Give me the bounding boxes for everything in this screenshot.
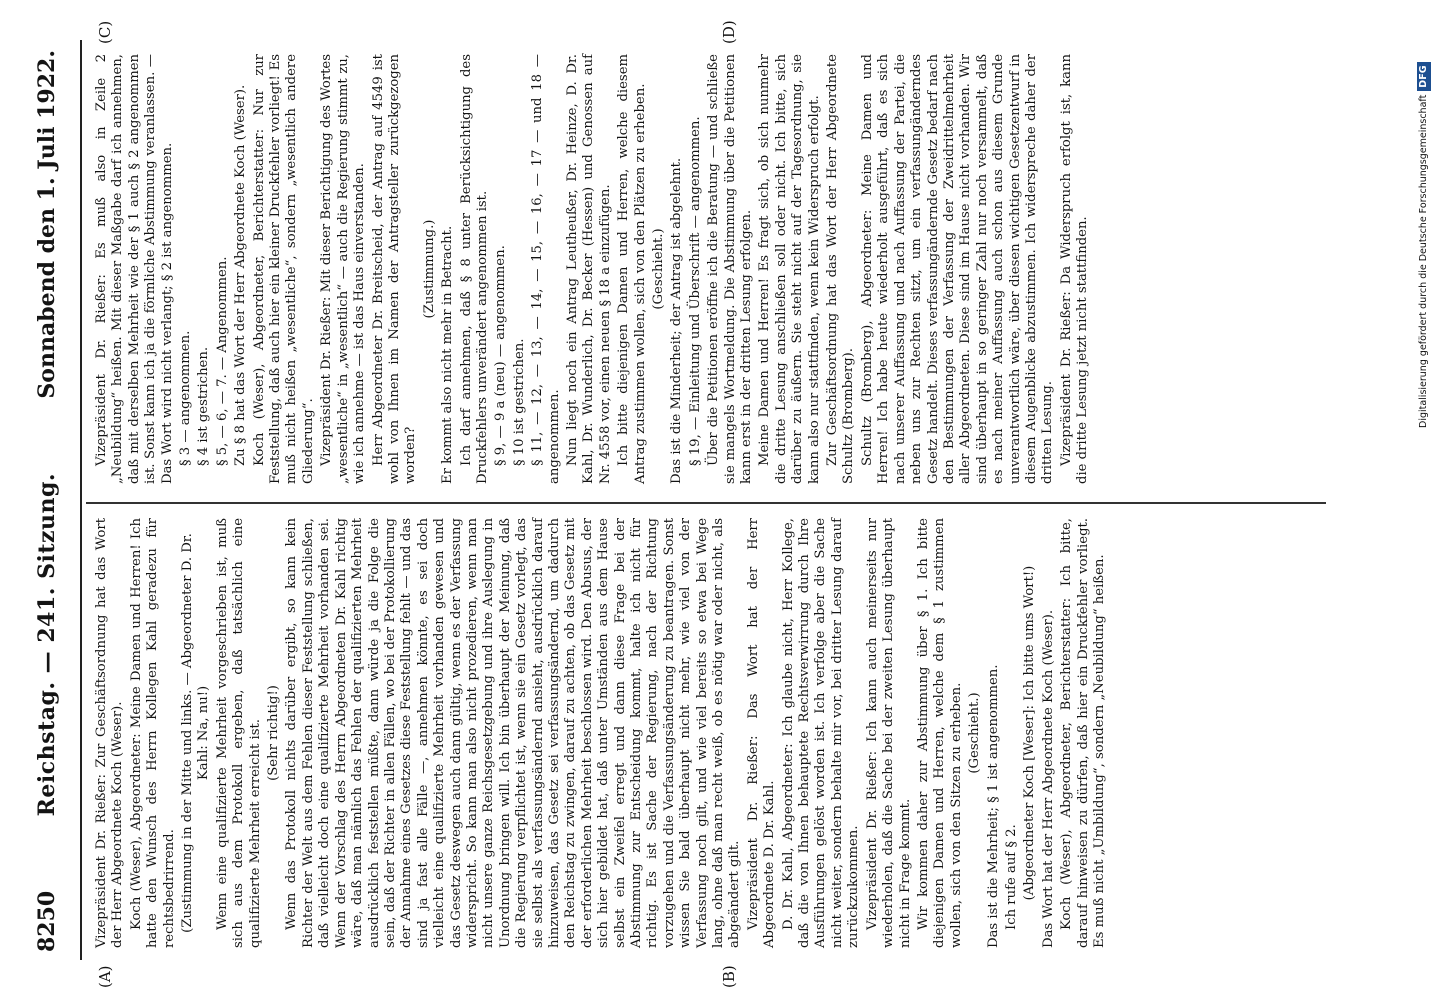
page-number: 8250 xyxy=(34,890,60,952)
paragraph: D. Dr. Kahl, Abgeordneter: Ich glaube nicht, Herr Kollege, daß die von Ihnen behauptete Rechtsverwirrung durch Ihre Ausführungen gelöst worden ist. Ich verfolge aber die Sache nicht weiter, sondern behalte mir vor, bei dritter Lesung darauf zurückzukommen. xyxy=(780,518,862,948)
paragraph: Zu § 8 hat das Wort der Herr Abgeordnete Koch (Weser). xyxy=(233,84,249,466)
paragraph: Koch (Weser), Abgeordneter: Meine Damen und Herren! Ich hatte den Wunsch des Herrn Kollegen Kahl geradezu für rechtsbedrirrend. xyxy=(128,518,177,948)
paragraph: (Zustimmung.) xyxy=(421,219,437,319)
paragraph: Wenn eine qualifizierte Mehrheit vorgeschrieben ist, muß sich aus dem Protokoll ergeben, daß tatsächlich eine qualifizierte Mehrheit erreicht ist. xyxy=(214,518,263,948)
paragraph: (Geschieht.) xyxy=(967,692,983,774)
dfg-badge: DFG xyxy=(1417,63,1431,91)
paragraph: (Geschieht.) xyxy=(651,228,666,310)
paragraph: Das ist die Mehrheit; § 1 ist angenommen. xyxy=(985,664,1001,948)
paragraph: § 11, — 12, — 13, — 14, — 15, — 16, — 17 — und 18 — angenommen. xyxy=(530,54,562,484)
paragraph: Wir kommen daher zur Abstimmung über § 1. Ich bitte diejenigen Damen und Herren, welche dem § 1 zustimmen wollen, sich von den Sitzen zu erheben. xyxy=(915,518,964,948)
paragraph: (Abgeordneter Koch [Weser]: Ich bitte ums Wort!) xyxy=(1022,565,1038,901)
paragraph: Nun liegt noch ein Antrag Leutheußer, Dr. Heinze, D. Dr. Kahl, Dr. Wunderlich, Dr. Becker (Hessen) und Genossen auf Nr. 4558 vor, einen neuen § 18 a einzufügen. xyxy=(564,54,613,484)
paragraph: Das ist die Minderheit; der Antrag ist abgelehnt. xyxy=(669,157,685,484)
paragraph: Vizepräsident Dr. Rießer: Ich kann auch meinerseits nur wiederholen, daß die Sache bei der zweiten Lesung überhaupt nicht in Frage kommt. xyxy=(864,518,913,948)
paragraph: (Zustimmung in der Mitte und links. — Abgeordneter D. Dr. Kahl: Na, nu!) xyxy=(180,533,212,933)
paragraph: § 9, — 9 a (neu) — angenommen. xyxy=(493,245,509,466)
paragraph: Vizepräsident Dr. Rießer: Zur Geschäftsordnung hat das Wort der Herr Abgeordnete Koch (Weser). xyxy=(94,518,126,948)
credit-text: Digitalisierung gefördert durch die Deutsche Forschungsgemeinschaft xyxy=(1418,94,1429,428)
right-column xyxy=(94,54,1094,484)
dfg-credit xyxy=(1417,8,1431,428)
margin-mark-d: (D) xyxy=(720,20,738,44)
margin-mark-a: (A) xyxy=(96,965,114,988)
paragraph: Koch (Weser), Abgeordneter, Berichterstatter: Nur zur Feststellung, daß auch hier ein kleiner Druckfehler vorliegt! Es muß nicht heißen „wesentliche“, sondern „wesentlich andere Gliederung“. xyxy=(251,54,316,484)
paragraph: (Sehr richtig!) xyxy=(266,685,282,781)
header-date: Sonnabend den 1. Juli 1922. xyxy=(34,50,60,399)
paragraph: Er kommt also nicht mehr in Betracht. xyxy=(440,225,456,484)
paragraph: Wenn das Protokoll nichts darüber ergibt, so kann kein Richter der Welt aus dem Fehlen dieser Feststellung schließen, daß vielleicht doch eine qualifizierte Mehrheit vorhanden sei. Wenn der Vorschlag des Herrn Abgeordneten Dr. Kahl richtig wäre, daß man nämlich das Fehlen der qualifizierten Mehrheit ausdrücklich feststellen müßte, dann würde ja die Folge die sein, daß der Richter in allen Fällen, wo bei der Protokollierung der Annahme eines Gesetzes diese Feststellung fehlt — und das sind ja fast alle Fälle —, annehmen könnte, es sei doch vielleicht eine qualifizierte Mehrheit vorhanden gewesen und das Gesetz deswegen auch dann gültig, wenn es der Verfassung widerspricht. So kann man also nicht prozedieren, wenn man nicht unsere ganze Reichsgesetzgebung und ihre Auslegung in Unordnung bringen will. Ich bin überhaupt der Meinung, daß die Regierung verpflichtet ist, wenn sie ein Gesetz vorlegt, das sie selbst als verfassungsändernd ansieht, ausdrücklich darauf hinzuweisen, das Gesetz sei verfassungsändernd, um dadurch den Reichstag zu zwingen, darauf zu achten, ob das Gesetz mit der erforderlichen Mehrheit beschlossen wird. Den Abusus, der sich hier gebildet hat, daß unter Umständen aus dem Hause selbst ein Zweifel erregt und dann diese Frage bei der Abstimmung zur Entscheidung kommt, halte ich nicht für richtig. Es ist Sache der Regierung, nach der Richtung vorzugehen und die Verfassungsänderung zu beantragen. Sonst wissen Sie bald überhaupt nicht mehr, wie viel von der Verfassung noch gilt, und wie viel bereits so etwa bei Wege lang, ohne daß man recht weiß, ob es nötig war oder nicht, als abgeändert gilt. xyxy=(284,518,743,948)
paragraph: Ich bitte diejenigen Damen und Herren, welche diesem Antrag zustimmen wollen, sich von den Plätzen zu erheben. xyxy=(616,54,648,484)
paragraph: Vizepräsident Dr. Rießer: Mit dieser Berichtigung des Wortes „wesentliche“ in „wesentlich“ — auch die Regierung stimmt zu, wie ich annehme — ist das Haus einverstanden. xyxy=(319,54,368,484)
header-rule xyxy=(80,40,82,960)
page-header xyxy=(34,50,70,952)
paragraph: Über die Petitionen eröffne ich die Beratung — und schließe sie mangels Wortmeldung. Die Abstimmung über die Petitionen kann erst in der dritten Lesung erfolgen. xyxy=(706,54,755,484)
margin-mark-c: (C) xyxy=(96,20,114,44)
paragraph: § 10 ist gestrichen. xyxy=(511,338,527,466)
paragraph: Vizepräsident Dr. Rießer: Das Wort hat der Herr Abgeordnete D. Dr. Kahl. xyxy=(745,518,778,948)
paragraph: Vizepräsident Dr. Rießer: Es muß also in Zeile 2 „Neubildung“ heißen. Mit dieser Maßgabe darf ich annehmen, daß mit derselben Mehrheit wie der § 1 auch § 2 angenommen ist. Sonst kann ich ja die förmliche Abstimmung veranlassen. — Das Wort wird nicht verlangt; § 2 ist angenommen. xyxy=(94,54,175,484)
paragraph: Zur Geschäftsordnung hat das Wort der Herr Abgeordnete Schultz (Bromberg). xyxy=(825,54,857,484)
paragraph: Das Wort hat der Herr Abgeordnete Koch (Weser). xyxy=(1040,609,1056,948)
paragraph: § 3 — angenommen. xyxy=(178,330,194,466)
paragraph: Meine Damen und Herren! Es fragt sich, ob sich nunmehr die dritte Lesung anschließen soll oder nicht. Ich bitte, sich darüber zu äußern. Sie steht nicht auf der Tagesordnung, sie kann also nur stattfinden, wenn kein Widerspruch erfolgt. xyxy=(757,54,822,484)
paragraph: Vizepräsident Dr. Rießer: Da Widerspruch erfolgt ist, kann die dritte Lesung jetzt nicht stattfinden. xyxy=(1058,54,1091,484)
paragraph: § 5, — 6, — 7. — Angenommen. xyxy=(214,256,230,466)
left-column xyxy=(94,518,1110,948)
paragraph: Ich darf annehmen, daß § 8 unter Berücksichtigung des Druckfehlers unverändert angenommen ist. xyxy=(458,54,490,484)
paragraph: Ich rufe auf § 2. xyxy=(1003,824,1019,930)
paragraph: Schultz (Bromberg), Abgeordneter: Meine Damen und Herren! Ich habe heute wiederholt ausgeführt, daß es sich nach unserer Auffassung und nach Auffassung der Partei, die neben uns zur Rechten sitzt, um ein verfassungänderndes Gesetz handelt. Dieses verfassungändernde Gesetz bedarf nach den Bestimmungen der Verfassung der Zweidrittelmehrheit aller Abgeordneten. Diese sind im Hause nicht vorhanden. Wir sind überhaupt in so geringer Zahl nur noch versammelt, daß es nach meiner Auffassung auch schon aus diesem Grunde unverantwortlich wäre, über diesen wichtigen Gesetzentwurf in diesem Augenblicke abzustimmen. Ich widerspreche daher der dritten Lesung. xyxy=(859,54,1056,484)
margin-mark-b: (B) xyxy=(720,965,738,988)
header-title: Reichstag. — 241. Sitzung. xyxy=(34,472,60,817)
paragraph: Koch (Weser), Abgeordneter, Berichterstatter: Ich bitte, darauf hinweisen zu dürfen, daß hier ein Druckfehler vorliegt. Es muß nicht „Umbildung“, sondern „Neubildung“ heißen. xyxy=(1059,518,1107,948)
paragraph: Herr Abgeordneter Dr. Breitscheid, der Antrag auf 4549 ist wohl von Ihnen im Namen der Antragsteller zurückgezogen worden? xyxy=(370,54,419,484)
paragraph: § 19, — Einleitung und Überschrift — angenommen. xyxy=(687,116,703,466)
paragraph: § 4 ist gestrichen. xyxy=(196,346,212,466)
column-rule xyxy=(86,502,1326,504)
